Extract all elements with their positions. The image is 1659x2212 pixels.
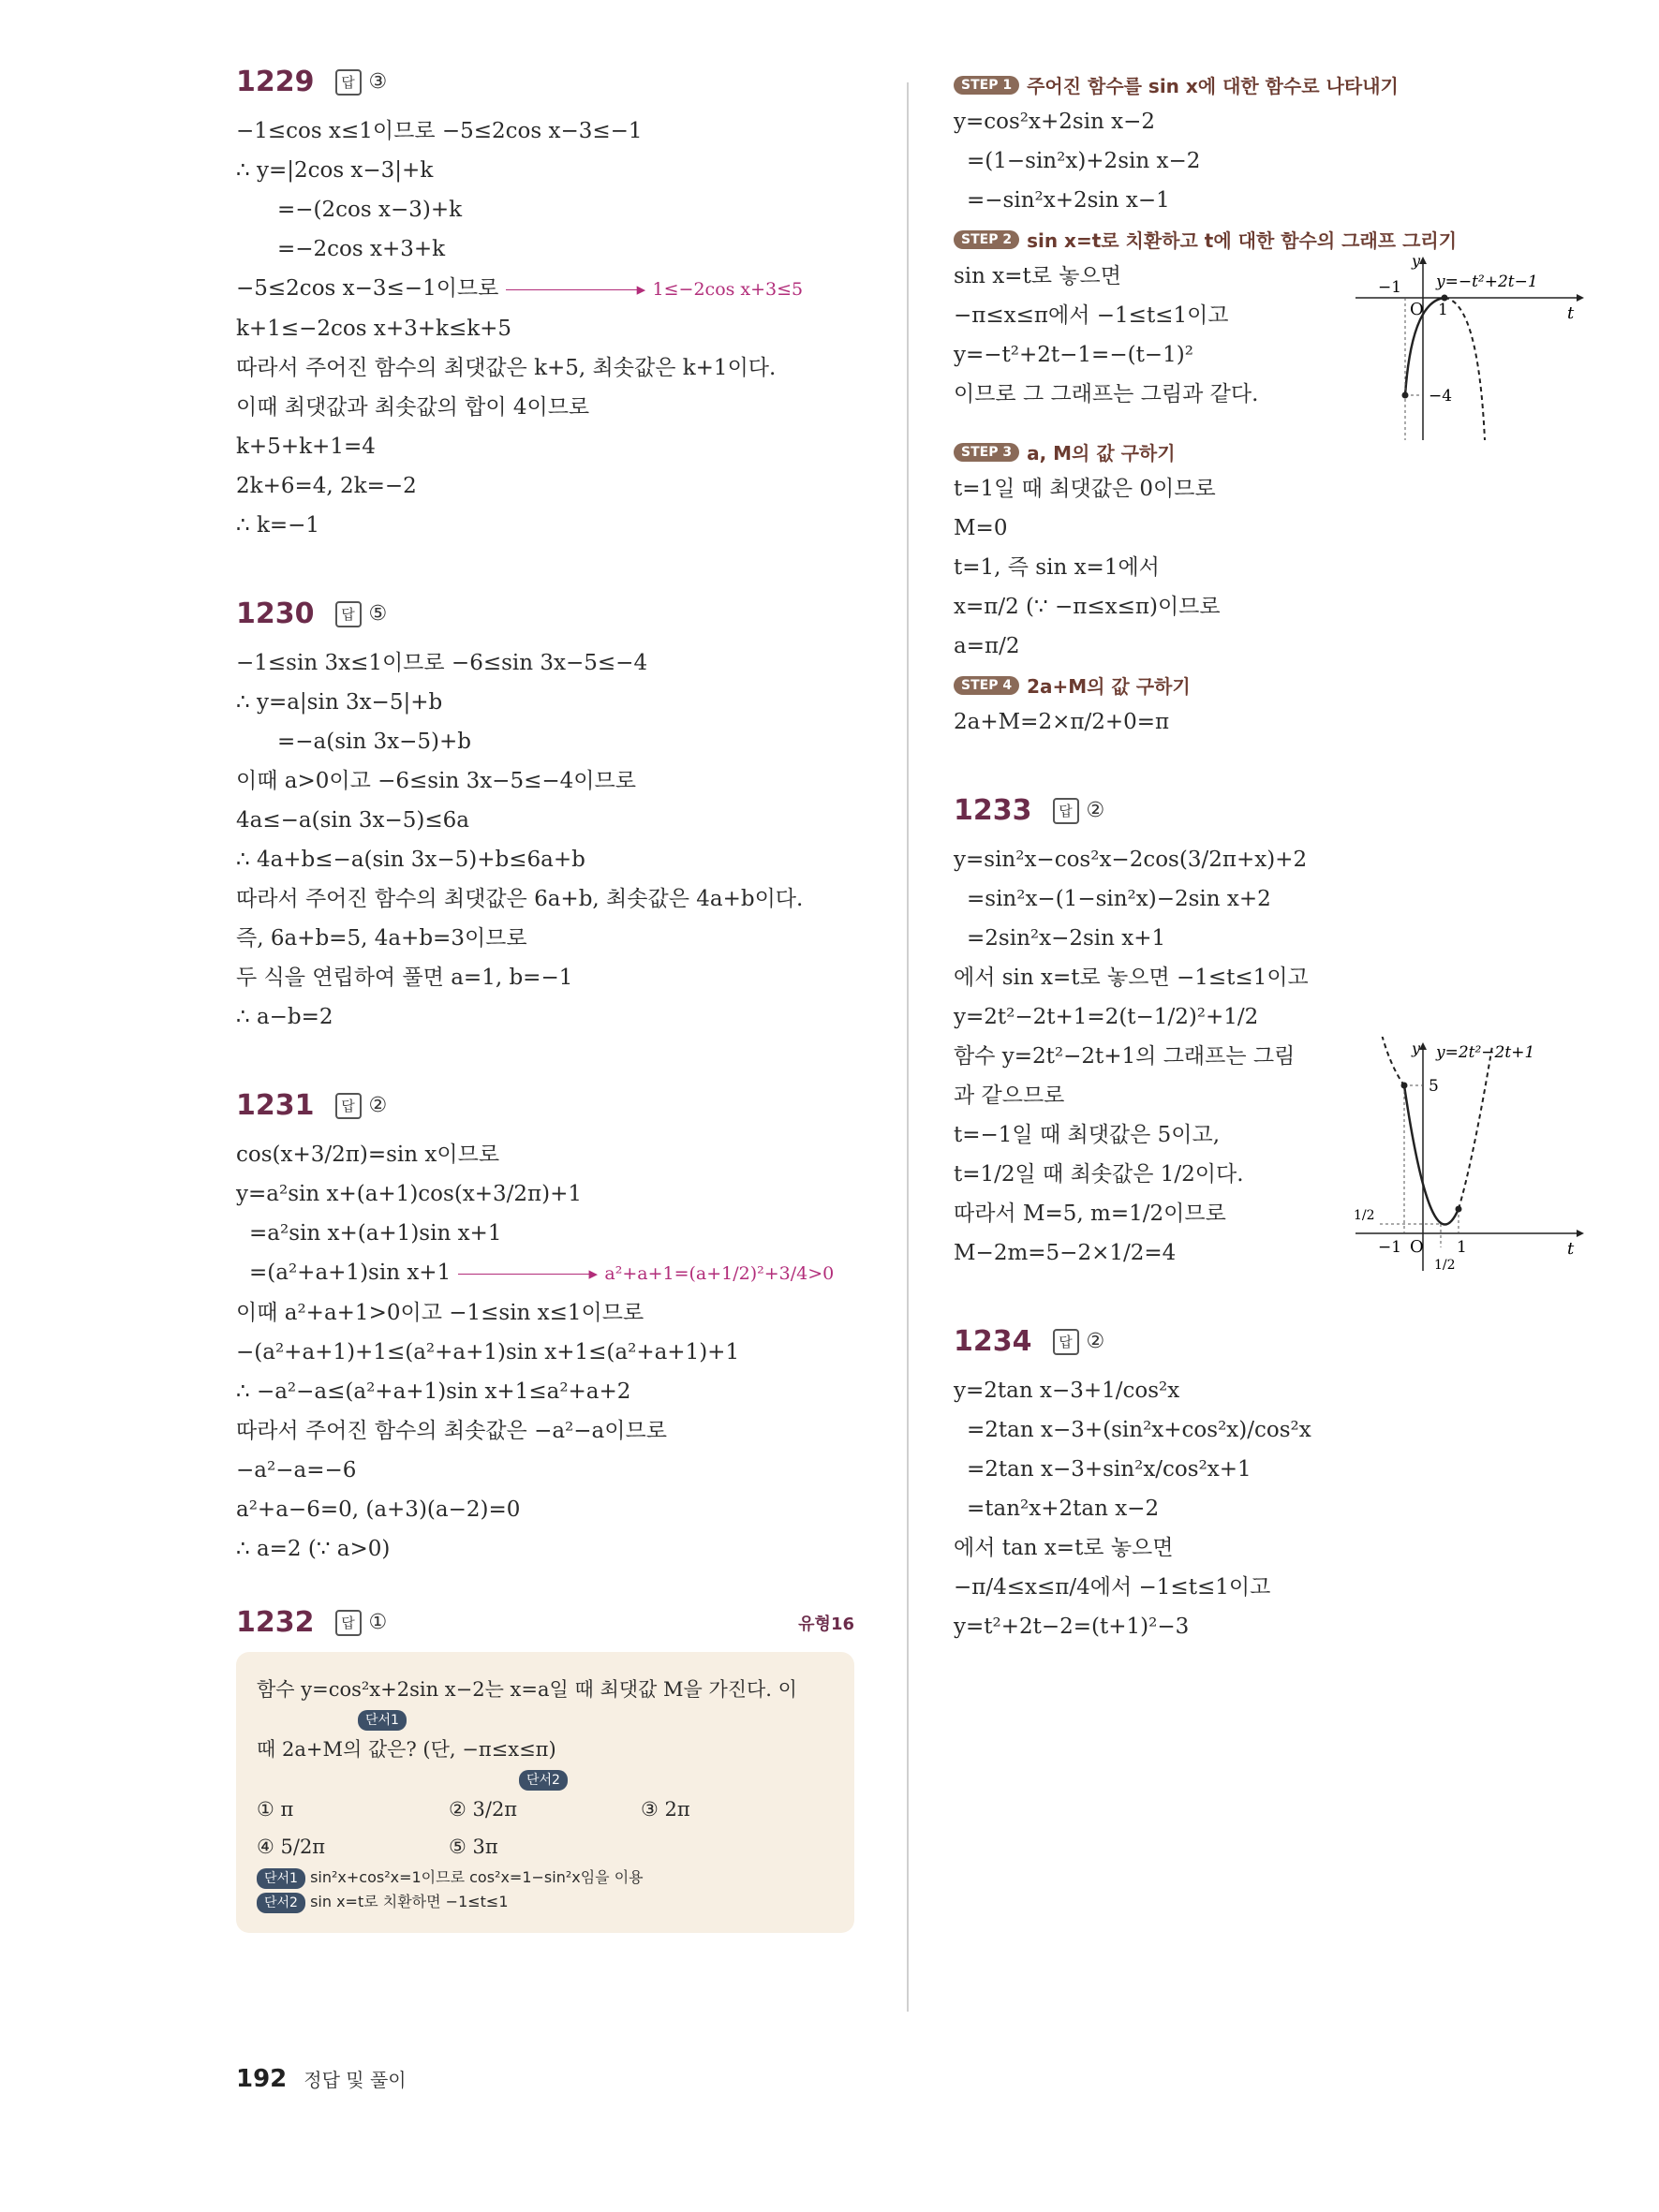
hint-row: [257, 1890, 834, 1914]
solution-line: ∴ k=−1: [236, 513, 320, 538]
solution-line: 즉, 6a+b=5, 4a+b=3이므로: [236, 926, 527, 951]
page-number: 192: [236, 2065, 288, 2093]
axis-label-t: t: [1567, 303, 1575, 323]
graph-curve-dashed: [1380, 1037, 1404, 1085]
hint-text: sin x=t로 치환하면 −1≤t≤1: [310, 1893, 509, 1910]
step-title: 주어진 함수를 sin x에 대한 함수로 나타내기: [1027, 75, 1399, 97]
solution-line: ∴ −a²−a≤(a²+a+1)sin x+1≤a²+a+2: [236, 1379, 631, 1404]
graph-curve-dashed: [1459, 1046, 1492, 1209]
solution-line: 이때 a²+a+1>0이고 −1≤sin x≤1이므로: [236, 1301, 644, 1325]
solution-line: 따라서 주어진 함수의 최댓값은 k+5, 최솟값은 k+1이다.: [236, 356, 777, 380]
spacer: [954, 742, 1572, 794]
step-badge: STEP 3: [954, 443, 1019, 462]
hint-badge: 단서2: [257, 1893, 305, 1913]
problem-header: [954, 794, 1572, 827]
answer-value: ③: [368, 70, 388, 94]
annotation-arrow: [506, 289, 637, 290]
solution-line: M−2m=5−2×1/2=4: [954, 1241, 1177, 1265]
page-footer: [236, 2065, 407, 2093]
answer-badge-icon: 답: [335, 1093, 362, 1119]
axis-label-y: y: [1412, 1040, 1421, 1057]
solution-line: −a²−a=−6: [236, 1458, 357, 1482]
annotation-arrowhead: ▸: [588, 1263, 599, 1284]
solution-line: a=π/2: [954, 634, 1020, 658]
answer-value: ②: [368, 1094, 388, 1117]
solution-line: ∴ y=a|sin 3x−5|+b: [236, 690, 443, 715]
step-header: [954, 671, 1572, 699]
solution-line: −π≤x≤π에서 −1≤t≤1이고: [954, 303, 1229, 328]
solution-line: =2tan x−3+(sin²x+cos²x)/cos²x: [967, 1418, 1311, 1442]
problem-header: [236, 66, 854, 98]
problem-1232-steps: [954, 71, 1575, 742]
answer-badge-icon: 답: [335, 601, 362, 627]
endpoint-dot: [1456, 1206, 1462, 1213]
graph-1233: [1352, 1037, 1586, 1280]
solution-line: −1≤cos x≤1이므로 −5≤2cos x−3≤−1: [236, 119, 643, 143]
question-line: 함수 y=cos²x+2sin x−2는 x=a일 때 최댓값 M을 가진다. 이: [257, 1678, 797, 1701]
solution-line: 이므로 그 그래프는 그림과 같다.: [954, 382, 1259, 406]
solution-line: ∴ 4a+b≤−a(sin 3x−5)+b≤6a+b: [236, 848, 585, 872]
step-badge: STEP 1: [954, 76, 1019, 95]
problem-1234: [954, 1325, 1572, 1646]
step-title: 2a+M의 값 구하기: [1027, 675, 1191, 698]
solution-line: y=2t²−2t+1=2(t−1/2)²+1/2: [954, 1005, 1259, 1029]
problem-1232: [236, 1606, 854, 1933]
solution-line: 따라서 주어진 함수의 최댓값은 6a+b, 최솟값은 4a+b이다.: [236, 887, 804, 911]
solution-line: 이때 최댓값과 최솟값의 합이 4이므로: [236, 395, 590, 420]
left-column: [236, 66, 854, 1933]
solution-line: y=sin²x−cos²x−2cos(3/2π+x)+2: [954, 848, 1308, 872]
type-tag: 유형16: [798, 1614, 854, 1634]
problem-header: [236, 1089, 854, 1122]
hint-row: [257, 1865, 834, 1890]
origin-label: O: [1410, 1237, 1424, 1257]
solution-line: −π/4≤x≤π/4에서 −1≤t≤1이고: [954, 1575, 1271, 1600]
solution-line: sin x=t로 놓으면: [954, 264, 1121, 288]
problem-1230: [236, 597, 854, 1037]
solution-line: t=1일 때 최댓값은 0이므로: [954, 477, 1216, 501]
page-label: 정답 및 풀이: [304, 2069, 407, 2091]
step-header: [954, 226, 1572, 253]
function-label: y=−t²+2t−1: [1436, 273, 1538, 291]
solution-line: 이때 a>0이고 −6≤sin 3x−5≤−4이므로: [236, 769, 636, 793]
solution-line: a²+a−6=0, (a+3)(a−2)=0: [236, 1497, 521, 1522]
solution-line: 함수 y=2t²−2t+1의 그래프는 그림: [954, 1044, 1296, 1069]
answer-badge-icon: 답: [335, 69, 362, 96]
solution-line: [236, 269, 854, 309]
solution-line: y=a²sin x+(a+1)cos(x+3/2π)+1: [236, 1182, 583, 1206]
problem-number: 1230: [236, 597, 315, 630]
problem-header: [236, 1606, 854, 1639]
solution-line: 에서 tan x=t로 놓으면: [954, 1536, 1174, 1560]
step-badge: STEP 4: [954, 676, 1019, 695]
answer-badge-icon: 답: [335, 1610, 362, 1636]
answer-value: ⑤: [368, 602, 388, 626]
problem-box: [236, 1652, 854, 1933]
choice-list: [257, 1791, 834, 1865]
step-title: sin x=t로 치환하고 t에 대한 함수의 그래프 그리기: [1027, 229, 1458, 252]
tick-label: −1: [1378, 1238, 1402, 1257]
solution-line: y=2tan x−3+1/cos²x: [954, 1379, 1180, 1403]
solution-line: t=1/2일 때 최솟값은 1/2이다.: [954, 1162, 1244, 1187]
solution-line: =−2cos x+3+k: [277, 237, 446, 261]
problem-number: 1233: [954, 794, 1032, 827]
solution-line: 과 같으므로: [954, 1084, 1065, 1108]
problem-number: 1231: [236, 1089, 315, 1122]
solution-line: k+1≤−2cos x+3+k≤k+5: [236, 317, 512, 341]
tick-label: 1: [1438, 301, 1448, 319]
solution-line: =tan²x+2tan x−2: [967, 1497, 1160, 1521]
solution-line: 에서 sin x=t로 놓으면 −1≤t≤1이고: [954, 966, 1309, 990]
choice-item[interactable]: ⑤ 3π: [449, 1836, 498, 1858]
problem-number: 1232: [236, 1606, 315, 1639]
annotation-arrow: [458, 1274, 589, 1275]
hint-marker-row: [257, 1768, 834, 1791]
solution-line: =(1−sin²x)+2sin x−2: [967, 149, 1201, 173]
problem-number: 1234: [954, 1325, 1032, 1358]
endpoint-dot: [1401, 1083, 1408, 1089]
solution-line: x=π/2 (∵ −π≤x≤π)이므로: [954, 595, 1221, 619]
spacer: [236, 1037, 854, 1089]
t-axis-arrow: [1577, 294, 1584, 302]
tick-label: 1: [1457, 1238, 1467, 1257]
graph-1232: [1352, 253, 1586, 450]
column-divider: [907, 82, 909, 2012]
solution-text: =(a²+a+1)sin x+1: [249, 1261, 452, 1285]
solution-line: t=−1일 때 최댓값은 5이고,: [954, 1123, 1221, 1147]
solution-line: 두 식을 연립하여 풀면 a=1, b=−1: [236, 966, 573, 990]
hint-badge: 단서1: [358, 1710, 407, 1731]
solution-line: =2sin²x−2sin x+1: [967, 926, 1166, 951]
solution-line: =−(2cos x−3)+k: [277, 198, 463, 222]
solution-line: 2k+6=4, 2k=−2: [236, 474, 417, 498]
choice-item[interactable]: ④ 5/2π: [257, 1836, 326, 1858]
tick-label: 5: [1429, 1077, 1439, 1096]
graph-curve-dashed: [1444, 298, 1485, 440]
choice-item[interactable]: ③ 2π: [641, 1798, 690, 1821]
choice-item[interactable]: ① π: [257, 1798, 294, 1821]
solution-line: y=−t²+2t−1=−(t−1)²: [954, 343, 1193, 367]
y-axis-arrow: [1419, 257, 1427, 264]
tick-label: −1: [1378, 278, 1402, 297]
solution-line: =a²sin x+(a+1)sin x+1: [249, 1221, 502, 1246]
answer-badge-icon: 답: [1053, 1329, 1079, 1355]
solution-line: y=t²+2t−2=(t+1)²−3: [954, 1615, 1190, 1639]
solution-line: −1≤sin 3x≤1이므로 −6≤sin 3x−5≤−4: [236, 651, 648, 675]
y-axis-arrow: [1419, 1042, 1427, 1050]
solution-line: ∴ y=|2cos x−3|+k: [236, 158, 434, 183]
problem-1229: [236, 66, 854, 545]
answer-value: ②: [1086, 1330, 1105, 1353]
graph-curve-solid: [1404, 1085, 1459, 1225]
spacer: [236, 545, 854, 597]
solution-line: cos(x+3/2π)=sin x이므로: [236, 1143, 500, 1167]
solution-line: =sin²x−(1−sin²x)−2sin x+2: [967, 887, 1271, 911]
solution-line: t=1, 즉 sin x=1에서: [954, 555, 1160, 580]
annotation-note: a²+a+1=(a+1/2)²+3/4>0: [604, 1263, 835, 1284]
solution-line: 4a≤−a(sin 3x−5)≤6a: [236, 808, 469, 833]
solution-line: =−a(sin 3x−5)+b: [277, 730, 471, 754]
solution-line: −(a²+a+1)+1≤(a²+a+1)sin x+1≤(a²+a+1)+1: [236, 1340, 740, 1364]
solution-line: =2tan x−3+sin²x/cos²x+1: [967, 1457, 1252, 1482]
solution-line: y=cos²x+2sin x−2: [954, 110, 1156, 134]
solution-line: ∴ a=2 (∵ a>0): [236, 1537, 391, 1561]
solution-line: k+5+k+1=4: [236, 435, 376, 459]
solution-line: M=0: [954, 516, 1008, 540]
step-header: [954, 71, 1572, 98]
answer-badge-icon: 답: [1053, 798, 1079, 824]
step-title: a, M의 값 구하기: [1027, 442, 1176, 465]
hint-badge: 단서2: [519, 1770, 568, 1791]
hint-text: sin²x+cos²x=1이므로 cos²x=1−sin²x임을 이용: [310, 1868, 644, 1886]
step-badge: STEP 2: [954, 230, 1019, 249]
answer-value: ①: [368, 1611, 388, 1634]
tick-label: −4: [1429, 387, 1453, 406]
spacer: [954, 1273, 1572, 1325]
problem-header: [954, 1325, 1572, 1358]
solution-line: 따라서 M=5, m=1/2이므로: [954, 1202, 1226, 1226]
annotation-note: 1≤−2cos x+3≤5: [652, 279, 804, 300]
hint-badge: 단서1: [257, 1868, 305, 1889]
right-column: [954, 66, 1575, 1646]
question-line: 때 2a+M의 값은? (단, −π≤x≤π): [257, 1738, 556, 1761]
spacer: [236, 1569, 854, 1606]
step-with-graph: [954, 1037, 1575, 1273]
solution-line: 따라서 주어진 함수의 최솟값은 −a²−a이므로: [236, 1419, 667, 1443]
axis-label-t: t: [1567, 1239, 1575, 1259]
problem-1231: [236, 1089, 854, 1569]
problem-header: [236, 597, 854, 630]
problem-number: 1229: [236, 66, 315, 98]
problem-1233: [954, 794, 1575, 1273]
tick-label: 1/2: [1434, 1258, 1456, 1273]
answer-value: ②: [1086, 799, 1105, 822]
choice-item[interactable]: ② 3/2π: [449, 1798, 518, 1821]
solution-line: ∴ a−b=2: [236, 1005, 333, 1029]
solution-text: −5≤2cos x−3≤−1이므로: [236, 276, 499, 301]
origin-label: O: [1410, 300, 1424, 319]
step-with-graph: [954, 253, 1575, 414]
t-axis-arrow: [1577, 1230, 1584, 1237]
endpoint-dot: [1402, 392, 1409, 399]
solution-line: [236, 1253, 854, 1293]
solution-line: 2a+M=2×π/2+0=π: [954, 710, 1170, 734]
tick-label: 1/2: [1354, 1208, 1375, 1223]
annotation-arrowhead: ▸: [636, 279, 646, 300]
axis-label-y: y: [1412, 253, 1421, 270]
hint-marker-row: [257, 1708, 834, 1731]
function-label: y=2t²−2t+1: [1436, 1043, 1535, 1062]
solution-line: =−sin²x+2sin x−1: [967, 188, 1170, 213]
